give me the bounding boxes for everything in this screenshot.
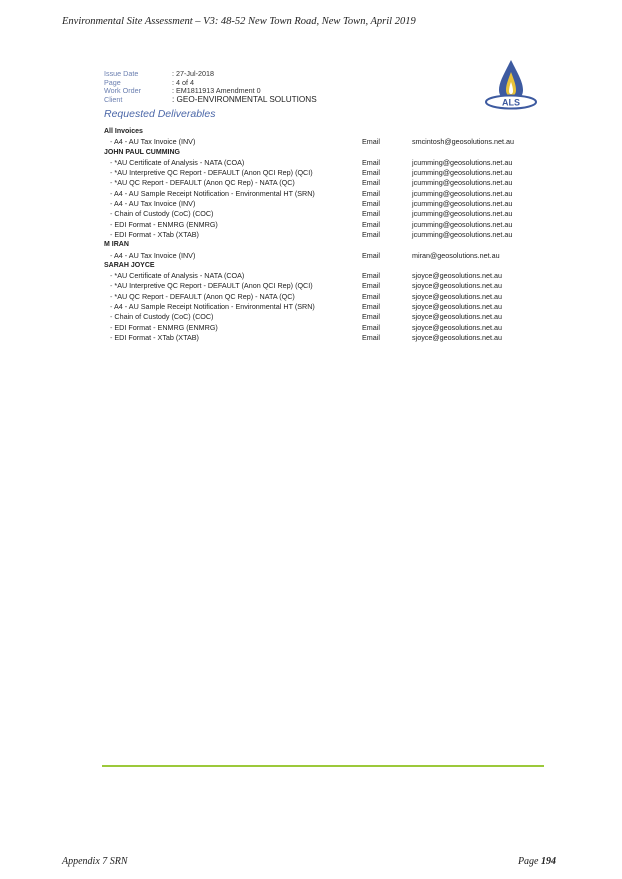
footer-page-label: Page [517,856,539,867]
deliverable-row [104,168,524,178]
meta-value: : 4 of 4 [172,77,194,87]
deliverable-method: Email [362,178,380,188]
deliverable-row [104,158,524,168]
meta-row-client [104,96,317,105]
deliverable-email: sjoyce@geosolutions.net.au [412,312,503,322]
logo-text: ALS [502,97,520,108]
deliverable-method: Email [362,219,380,229]
meta-label: Page [104,77,121,87]
deliverable-email: jcumming@geosolutions.net.au [412,157,513,167]
deliverable-email: jcumming@geosolutions.net.au [412,229,513,239]
deliverable-row [104,281,524,291]
deliverable-row [104,178,524,188]
meta-label: Client [104,94,123,104]
deliverable-row [104,312,524,322]
deliverable-email: smcintosh@geosolutions.net.au [412,137,514,147]
deliverable-email: jcumming@geosolutions.net.au [412,209,513,219]
deliverable-method: Email [362,188,380,198]
deliverable-email: miran@geosolutions.net.au [412,250,500,260]
deliverable-row [104,302,524,312]
deliverable-desc: - EDI Format - ENMRG (ENMRG) [104,220,362,230]
deliverable-desc: - Chain of Custody (CoC) (COC) [104,312,362,322]
section-title: Requested Deliverables [104,108,216,120]
group-heading-john-paul-cumming: JOHN PAUL CUMMING [104,148,180,156]
deliverable-method: Email [362,312,380,322]
deliverable-email: jcumming@geosolutions.net.au [412,199,513,209]
group-heading-sarah-joyce: SARAH JOYCE [104,261,155,269]
deliverable-row [104,292,524,302]
deliverable-row [104,220,524,230]
deliverable-method: Email [362,281,380,291]
deliverable-email: sjoyce@geosolutions.net.au [412,302,503,312]
deliverable-email: jcumming@geosolutions.net.au [412,188,513,198]
deliverable-row [104,271,524,281]
deliverable-desc: - A4 - AU Tax Invoice (INV) [104,137,362,147]
deliverable-email: sjoyce@geosolutions.net.au [412,332,503,342]
deliverable-desc: - *AU Certificate of Analysis - NATA (COA) [104,271,362,281]
deliverable-method: Email [362,168,380,178]
deliverable-desc: - A4 - AU Tax Invoice (INV) [104,251,362,261]
deliverable-method: Email [362,157,380,167]
deliverable-row [104,189,524,199]
report-meta [104,70,317,104]
deliverable-desc: - A4 - AU Tax Invoice (INV) [104,199,362,209]
group-heading-all-invoices: All Invoices [104,128,143,135]
als-flame-logo-icon [482,58,540,110]
deliverable-method: Email [362,229,380,239]
deliverable-email: sjoyce@geosolutions.net.au [412,271,503,281]
meta-label: Issue Date [104,69,139,78]
deliverable-method: Email [362,271,380,281]
footer-appendix-label: Appendix 7 SRN [62,856,128,867]
footer-page-number [518,856,556,867]
deliverable-desc: - *AU QC Report - DEFAULT (Anon QC Rep) - NATA (QC) [104,292,362,302]
footer-page-value: 194 [541,856,556,867]
deliverable-email: jcumming@geosolutions.net.au [412,219,513,229]
deliverable-method: Email [362,322,380,332]
deliverable-row [104,199,524,209]
deliverable-desc: - Chain of Custody (CoC) (COC) [104,209,362,219]
deliverable-email: sjoyce@geosolutions.net.au [412,291,503,301]
deliverable-desc: - EDI Format - ENMRG (ENMRG) [104,323,362,333]
meta-value: : GEO-ENVIRONMENTAL SOLUTIONS [172,94,317,104]
footer-divider [102,765,544,767]
deliverable-method: Email [362,137,380,147]
deliverable-method: Email [362,291,380,301]
meta-value: : EM1811913 Amendment 0 [172,86,261,96]
meta-row-issue-date [104,70,317,79]
meta-label: Work Order [104,86,142,96]
deliverable-desc: - *AU QC Report - DEFAULT (Anon QC Rep) - NATA (QC) [104,178,362,188]
deliverable-desc: - A4 - AU Sample Receipt Notification - Environmental HT (SRN) [104,302,362,312]
deliverable-method: Email [362,209,380,219]
deliverable-desc: - A4 - AU Sample Receipt Notification - Environmental HT (SRN) [104,189,362,199]
deliverable-row [104,209,524,219]
deliverable-method: Email [362,302,380,312]
deliverable-desc: - EDI Format - XTab (XTAB) [104,333,362,343]
deliverable-email: jcumming@geosolutions.net.au [412,168,513,178]
deliverable-desc: - *AU Interpretive QC Report - DEFAULT (Anon QCI Rep) (QCI) [104,281,362,291]
deliverable-row [104,251,524,261]
deliverable-desc: - *AU Certificate of Analysis - NATA (COA) [104,158,362,168]
page-header-title: Environmental Site Assessment – V3: 48-52 New Town Road, New Town, April 2019 [62,16,416,27]
deliverable-method: Email [362,199,380,209]
deliverable-row [104,333,524,343]
deliverable-email: sjoyce@geosolutions.net.au [412,322,503,332]
deliverables-list [104,127,524,343]
deliverable-desc: - EDI Format - XTab (XTAB) [104,230,362,240]
deliverable-email: jcumming@geosolutions.net.au [412,178,513,188]
deliverable-row [104,323,524,333]
deliverable-row [104,230,524,240]
deliverable-row [104,137,524,147]
group-heading-m-iran: M IRAN [104,241,129,249]
deliverable-desc: - *AU Interpretive QC Report - DEFAULT (Anon QCI Rep) (QCI) [104,168,362,178]
deliverable-method: Email [362,332,380,342]
meta-value: : 27-Jul-2018 [172,69,214,78]
deliverable-method: Email [362,250,380,260]
deliverable-email: sjoyce@geosolutions.net.au [412,281,503,291]
